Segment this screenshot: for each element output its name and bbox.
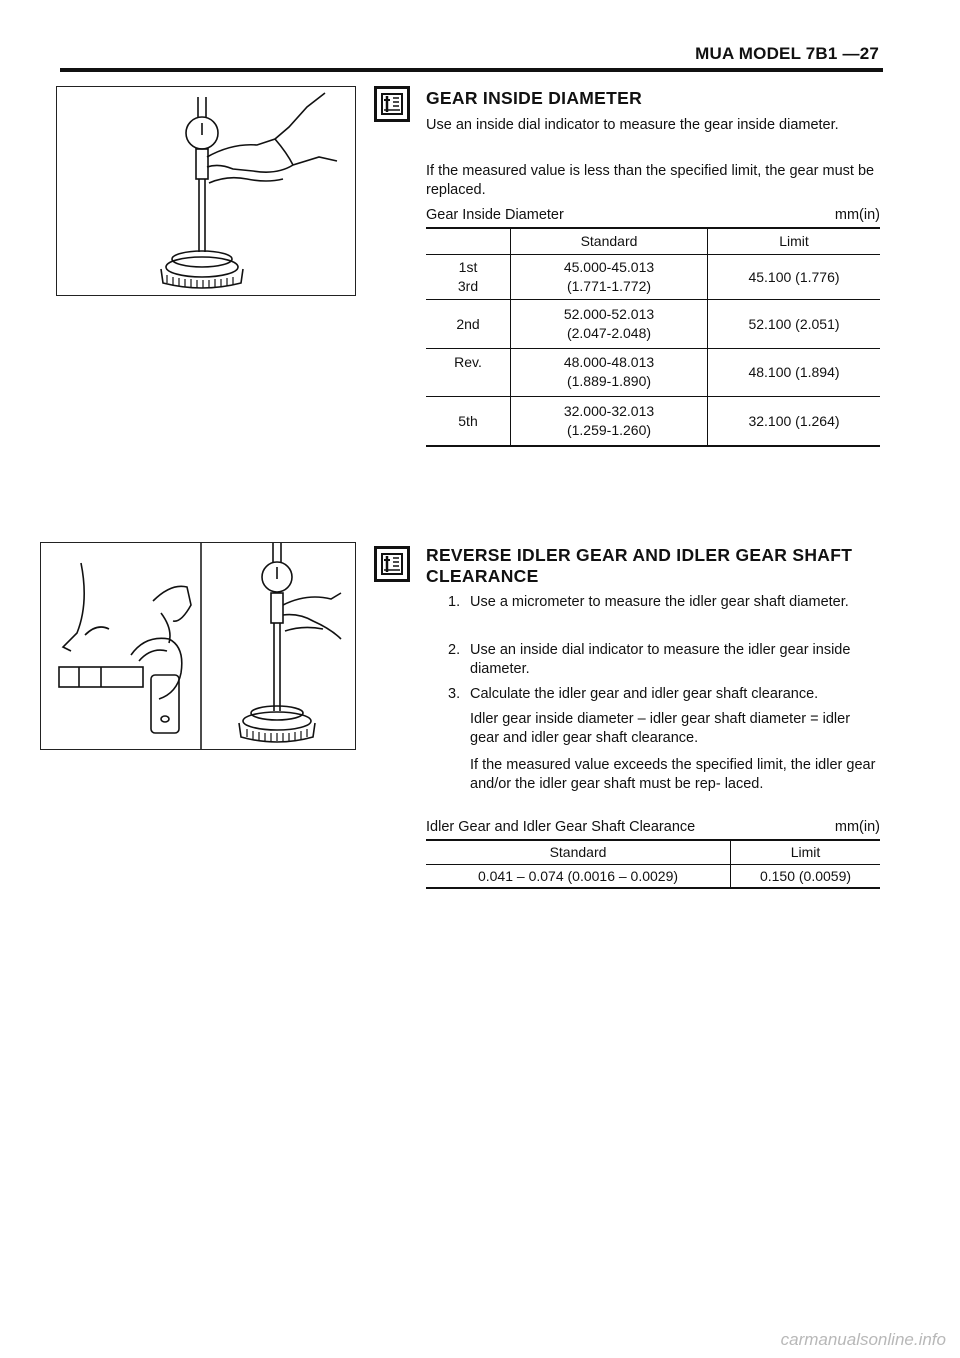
inspect-icon bbox=[374, 546, 410, 582]
gear-cell: Rev. bbox=[454, 353, 482, 370]
section1-paragraph-2: If the measured value is less than the specified limit, the gear must be replaced. bbox=[426, 163, 875, 198]
table-title-text: Gear Inside Diameter bbox=[426, 207, 564, 223]
section-title-idler-gear-line-1: REVERSE IDLER GEAR AND IDLER GEAR SHAFT bbox=[426, 545, 853, 565]
standard-cell: 0.041 – 0.074 (0.0016 – 0.0029) bbox=[426, 864, 731, 888]
limit-cell: 32.100 (1.264) bbox=[748, 412, 840, 429]
page-header-title: MUA MODEL 7B1 —27 bbox=[695, 44, 879, 63]
idler-clearance-table-title bbox=[426, 819, 880, 835]
limit-cell: 52.100 (2.051) bbox=[748, 315, 840, 332]
standard-cell: 32.000-32.013 (1.259-1.260) bbox=[511, 396, 708, 446]
limit-cell: 0.150 (0.0059) bbox=[759, 867, 852, 884]
table-title-text: Idler Gear and Idler Gear Shaft Clearance bbox=[426, 819, 696, 835]
header-standard: Standard bbox=[511, 228, 708, 254]
limit-cell: 48.100 (1.894) bbox=[748, 364, 840, 380]
table-unit: mm(in) bbox=[834, 819, 880, 835]
header-gear bbox=[426, 228, 511, 254]
step-text: Use an inside dial indicator to measure the idler gear inside diameter. bbox=[470, 642, 851, 677]
clearance-formula: Idler gear inside diameter – idler gear shaft diameter = idler gear and idler gear shaft clearance. bbox=[470, 711, 851, 746]
header-limit: Limit bbox=[790, 844, 821, 861]
table-row bbox=[426, 299, 880, 348]
figure-idler-gear-clearance bbox=[40, 542, 356, 750]
standard-cell: 48.000-48.013 (1.889-1.890) bbox=[511, 348, 708, 396]
step-text: Use a micrometer to measure the idler gear shaft diameter. bbox=[470, 594, 849, 610]
standard-cell: 45.000-45.013 (1.771-1.772) bbox=[511, 254, 708, 299]
table-row bbox=[426, 396, 880, 446]
limit-cell: 45.100 (1.776) bbox=[748, 268, 840, 285]
section1-paragraph-1: Use an inside dial indicator to measure the gear inside diameter. bbox=[426, 117, 839, 133]
table-header-row bbox=[426, 228, 880, 254]
page-header bbox=[60, 42, 883, 72]
inspect-icon bbox=[374, 86, 410, 122]
gear-inside-diameter-table bbox=[426, 227, 880, 447]
header-limit: Limit bbox=[779, 233, 809, 250]
gear-inside-diameter-table-title bbox=[426, 207, 880, 223]
table-row bbox=[426, 254, 880, 299]
figure-gear-inside-diameter bbox=[56, 86, 356, 296]
header-standard: Standard bbox=[426, 840, 731, 864]
watermark: carmanualsonline.info bbox=[780, 1330, 946, 1349]
gear-cell: 1st 3rd bbox=[457, 258, 479, 294]
table-row bbox=[426, 348, 880, 396]
table-row bbox=[426, 864, 880, 888]
section-title-gear-inside-diameter: GEAR INSIDE DIAMETER bbox=[426, 88, 643, 108]
micrometer-and-dial-indicator-illustration bbox=[41, 543, 355, 749]
clearance-note: If the measured value exceeds the specified limit, the idler gear and/or the idler gear shaft must be rep- laced. bbox=[470, 757, 876, 792]
step-number: 2. bbox=[448, 642, 461, 658]
table-unit: mm(in) bbox=[834, 207, 880, 223]
dial-indicator-illustration bbox=[57, 87, 355, 295]
gear-cell: 5th bbox=[458, 412, 478, 429]
idler-clearance-table bbox=[426, 839, 880, 889]
table-header-row bbox=[426, 840, 880, 864]
step-text: Calculate the idler gear and idler gear shaft clearance. bbox=[470, 686, 819, 702]
section-title-idler-gear-line-2: CLEARANCE bbox=[426, 566, 539, 586]
gear-cell: 2nd bbox=[456, 315, 480, 332]
standard-cell: 52.000-52.013 (2.047-2.048) bbox=[511, 299, 708, 348]
step-number: 1. bbox=[448, 594, 461, 610]
step-number: 3. bbox=[448, 686, 461, 702]
